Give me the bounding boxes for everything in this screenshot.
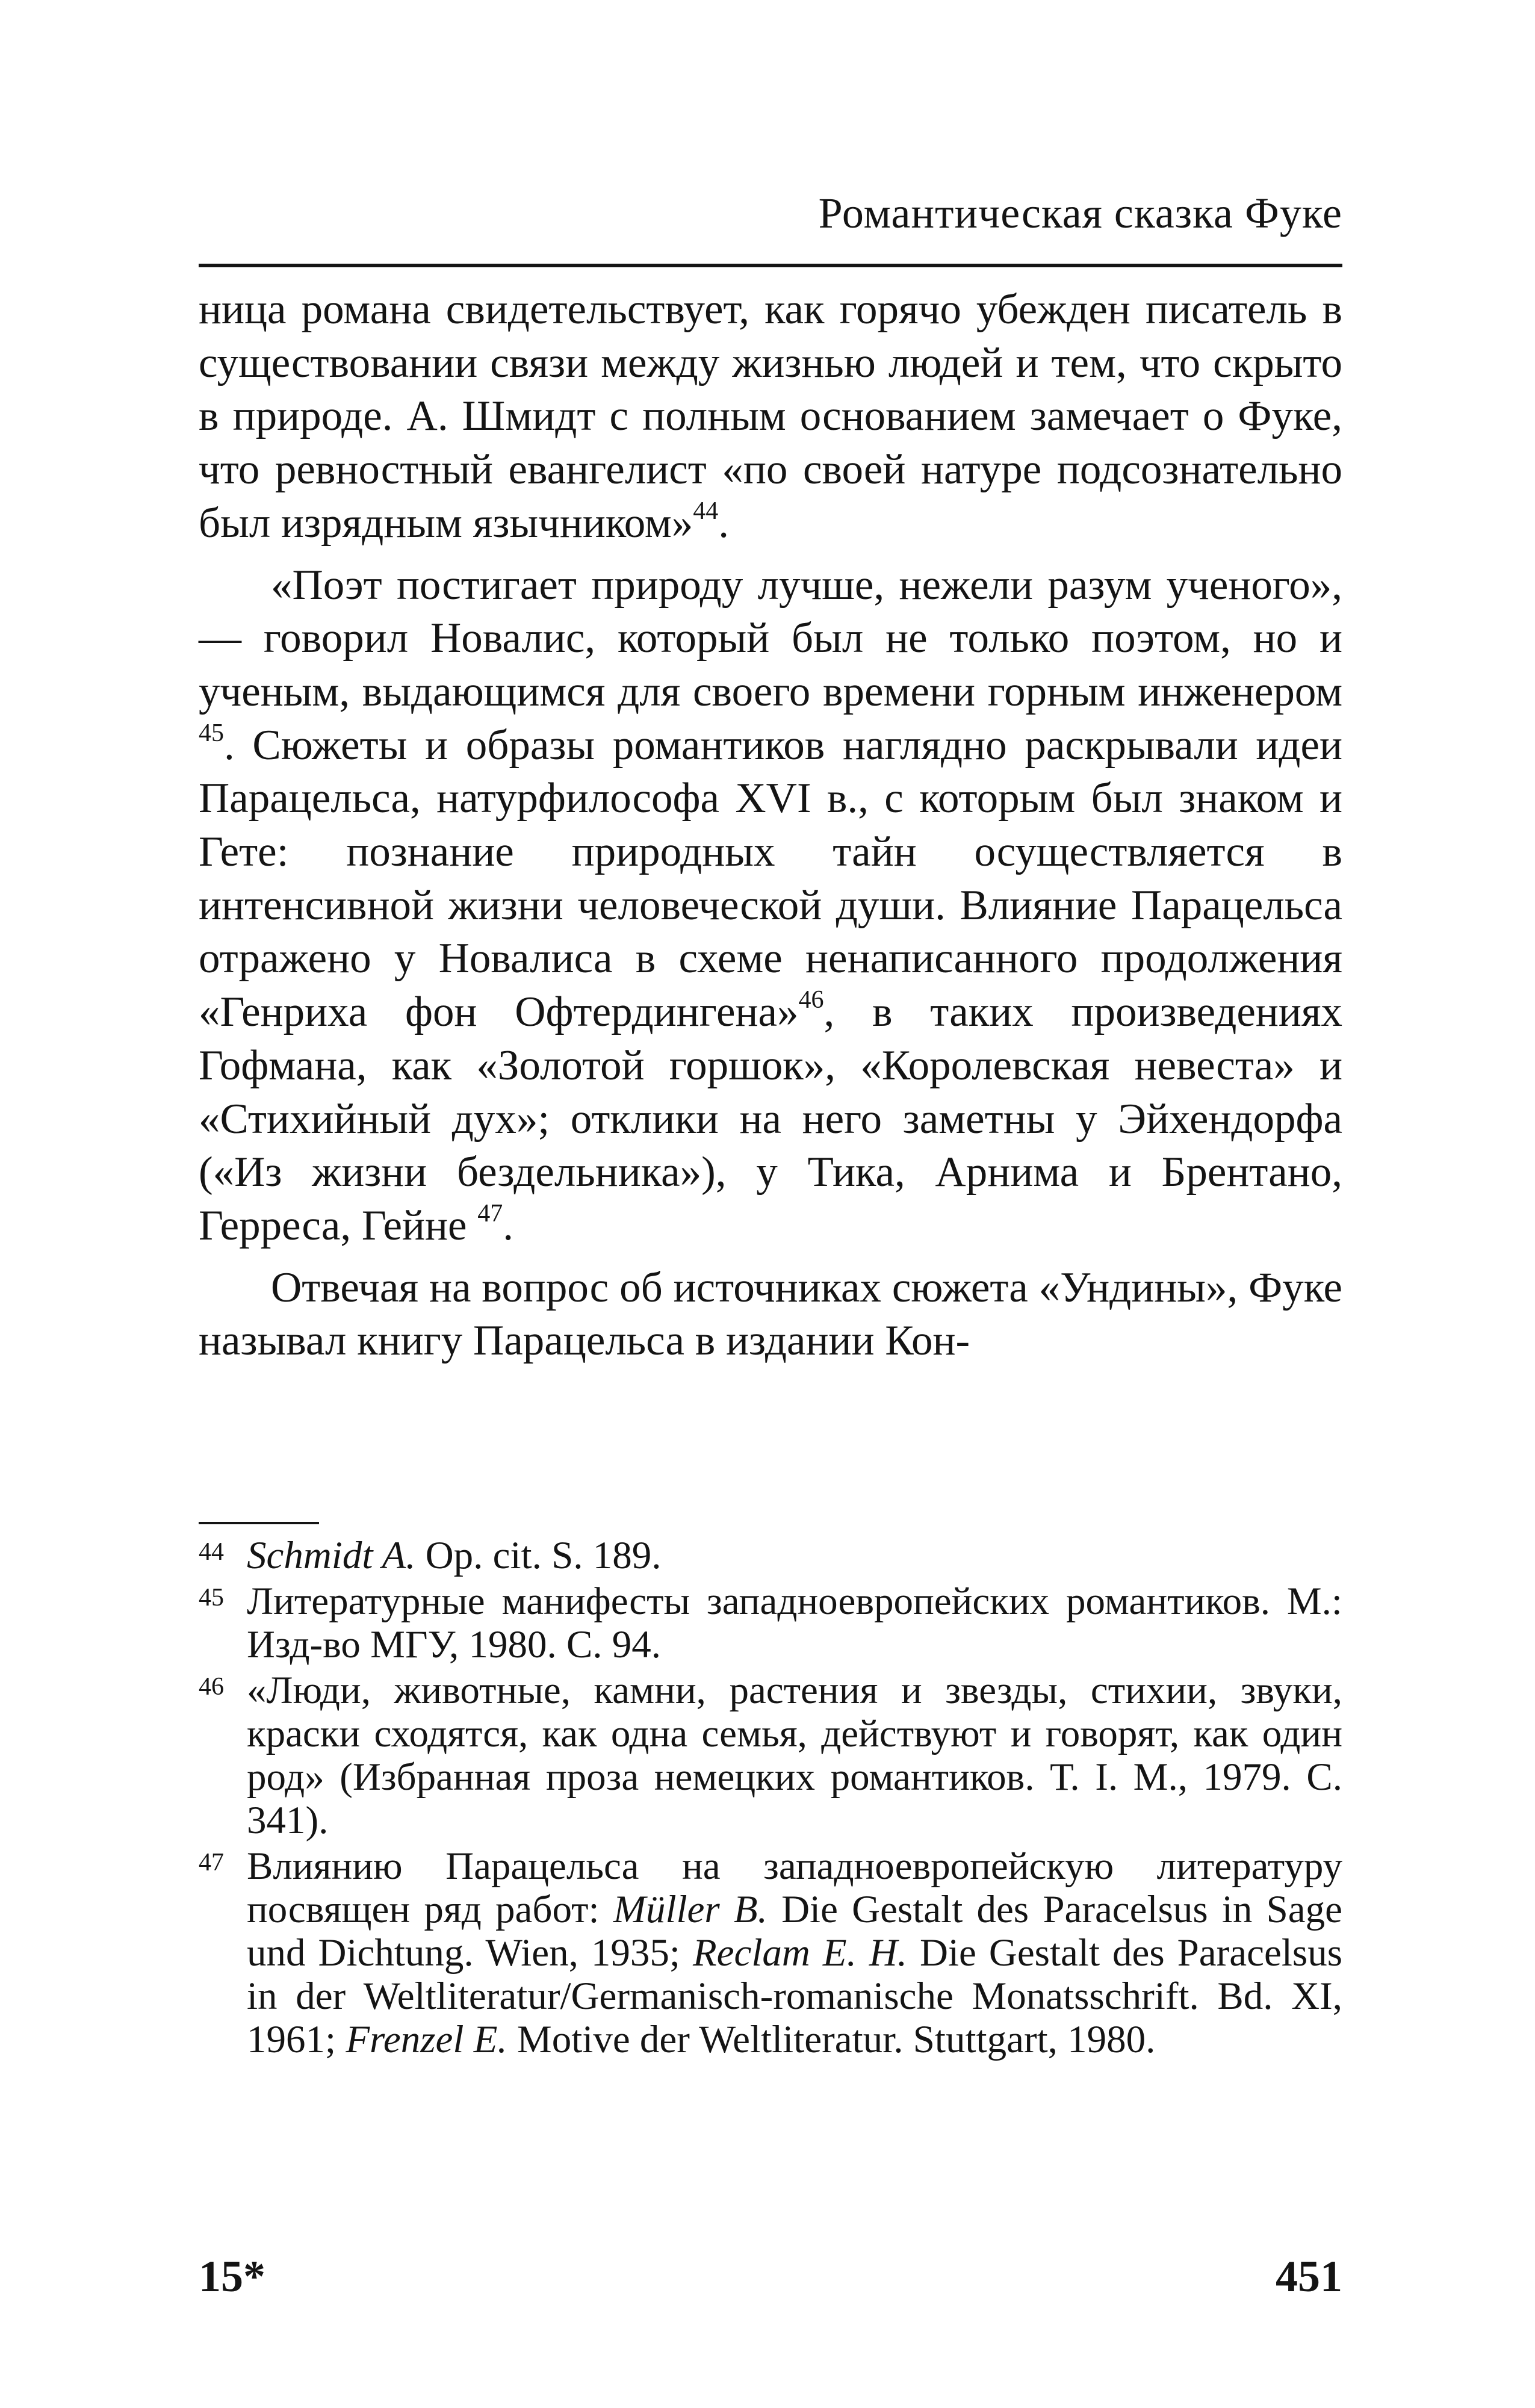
paragraph-1 [199, 283, 1342, 550]
footnote-number: 44 [199, 1538, 224, 1566]
footnote-text: Die Gestalt des Paracelsus in der Weltliteratur/Germanisch-romanische Monatsschrift. Bd. XI, 1961; [247, 1931, 1342, 2061]
paragraph-2-part-d: . [503, 1202, 513, 1249]
footnote-author: Schmidt A. [247, 1534, 416, 1577]
footnote-author: Müller B. [613, 1888, 768, 1931]
header-rule [199, 264, 1342, 267]
footnote-number: 46 [199, 1673, 224, 1701]
footnote-text: Влиянию Парацельса на западноевропейскую литературу посвящен ряд работ: [247, 1845, 1342, 1931]
footnote-number: 45 [199, 1584, 224, 1612]
footnote-ref-47: 47 [477, 1199, 503, 1227]
footnote-text: «Люди, животные, камни, растения и звезды, стихии, звуки, краски сходятся, как одна семья, действуют и говорят, как один род» (Избранная проза немецких романтиков. Т. I. М., 1979. С. 341). [247, 1669, 1342, 1842]
paragraph-3 [199, 1261, 1342, 1368]
footnote-ref-44: 44 [693, 497, 719, 525]
footnote-text: Motive der Weltliteratur. Stuttgart, 1980. [507, 2018, 1156, 2061]
running-title: Романтическая сказка Фуке [818, 189, 1342, 237]
main-text [199, 283, 1342, 1368]
footnote-text: Die Gestalt des Paracelsus in Sage und Dichtung. Wien, 1935; [247, 1888, 1342, 1975]
footnotes-rule [199, 1522, 319, 1524]
paragraph-2-part-a: «Поэт постигает природу лучше, нежели разум ученого»,— говорил Новалис, который был не только поэтом, но и ученым, выдающимся для своего времени горным инженером [199, 561, 1342, 715]
footnote-45 [199, 1580, 1342, 1666]
paragraph-2-part-b: . Сюжеты и образы романтиков наглядно раскрывали идеи Парацельса, натурфилософа XVI в., с которым был знаком и Гете: познание природных тайн осуществляется в интенсивной жизни человеческой души. Влияние Парацельса отражено у Новалиса в схеме ненаписанного продолжения «Генриха фон Офтердингена» [199, 721, 1342, 1036]
footnote-text: Литературные манифесты западноевропейских романтиков. М.: Изд-во МГУ, 1980. С. 94. [247, 1580, 1342, 1666]
footnotes [199, 1534, 1342, 2064]
footnote-author: Frenzel E. [346, 2018, 507, 2061]
signature-mark: 15* [199, 2252, 265, 2301]
book-page [199, 0, 1342, 2408]
footnote-text: Op. cit. S. 189. [415, 1534, 662, 1577]
footnote-author: Reclam E. H. [692, 1931, 908, 1975]
footnote-number: 47 [199, 1849, 224, 1876]
footnote-ref-45: 45 [199, 719, 224, 747]
paragraph-2-part-c: , в таких произведениях Гофмана, как «Золотой горшок», «Королевская невеста» и «Стихийный дух»; отклики на него заметны у Эйхендорфа («Из жизни бездельника»), у Тика, Арнима и Брентано, Герреса, Гейне [199, 988, 1342, 1249]
page-number: 451 [1276, 2252, 1342, 2301]
paragraph-1-tail: . [718, 499, 730, 547]
footnote-46 [199, 1669, 1342, 1842]
paragraph-2 [199, 559, 1342, 1253]
paragraph-1-text: ница романа свидетельствует, как горячо убежден писатель в существовании связи между жизнью людей и тем, что скрыто в природе. А. Шмидт с полным основанием замечает о Фуке, что ревностный евангелист «по своей натуре подсознательно был изрядным язычником» [199, 286, 1342, 547]
footnote-44 [199, 1534, 1342, 1577]
paragraph-3-text: Отвечая на вопрос об источниках сюжета «Ундины», Фуке называл книгу Парацельса в издании Кон- [199, 1264, 1342, 1365]
footnote-47 [199, 1845, 1342, 2061]
footnote-ref-46: 46 [798, 986, 824, 1014]
